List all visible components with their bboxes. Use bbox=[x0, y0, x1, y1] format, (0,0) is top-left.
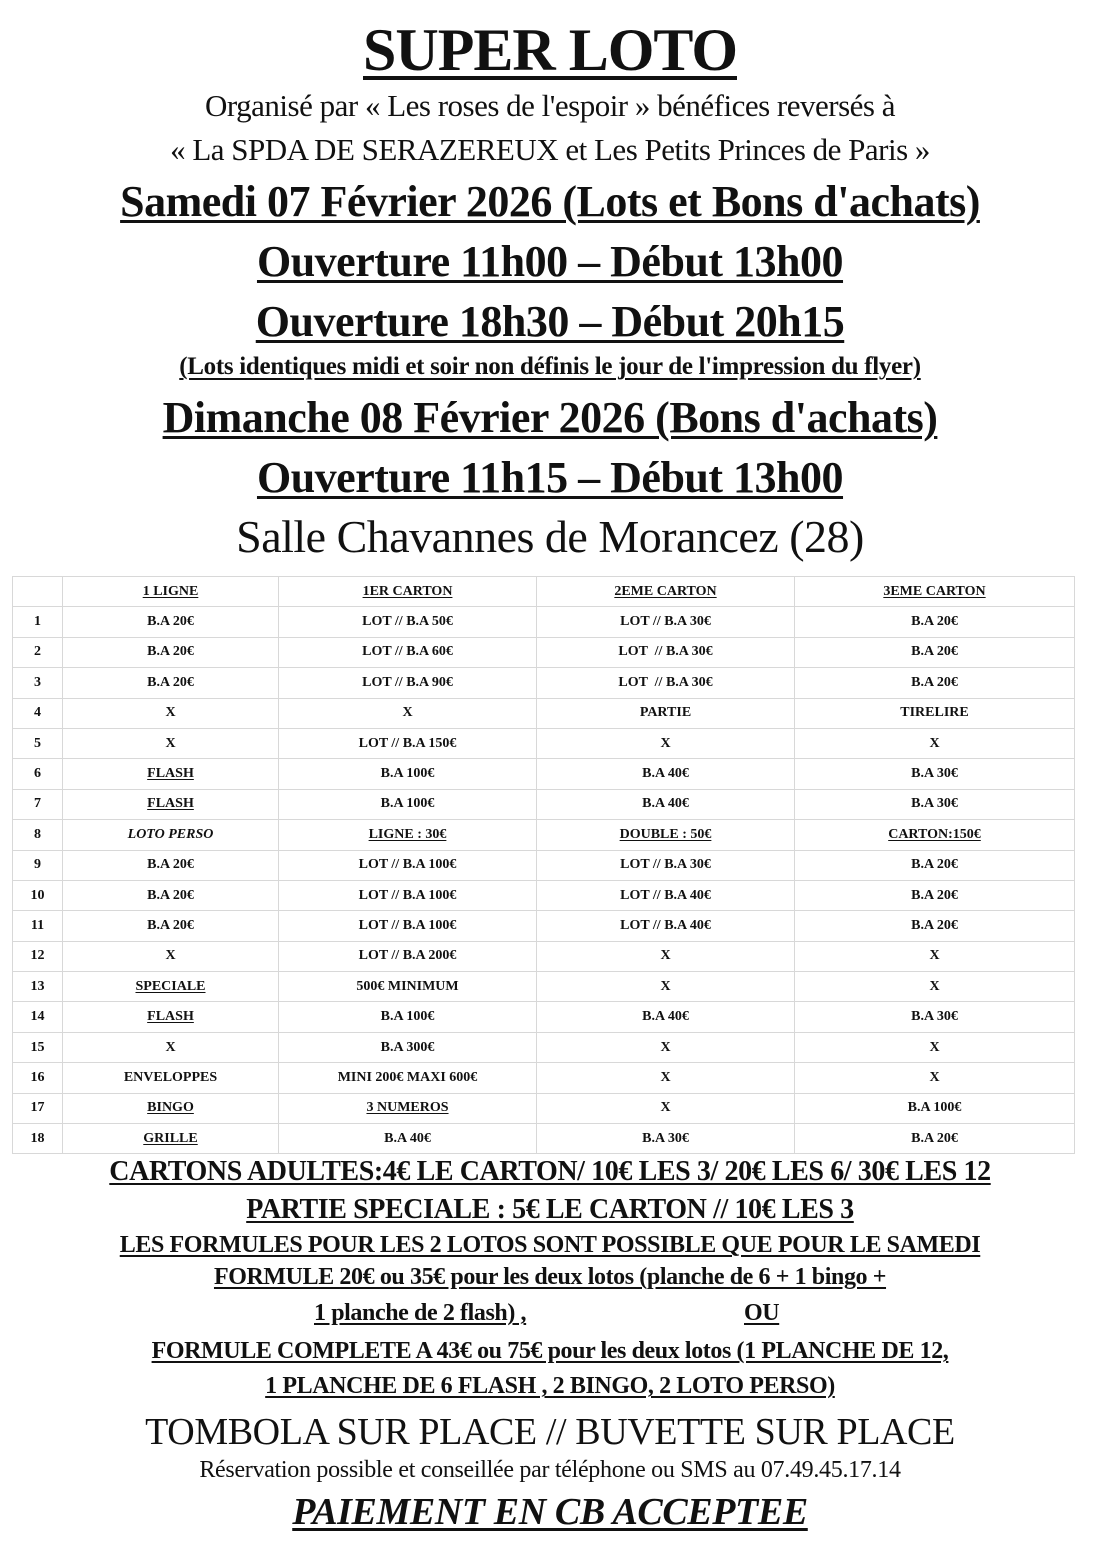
cell: X bbox=[63, 698, 279, 728]
row-number: 3 bbox=[13, 668, 63, 698]
cell: LOT // B.A 30€ bbox=[537, 637, 795, 667]
cell: X bbox=[795, 972, 1075, 1002]
cell: B.A 20€ bbox=[795, 607, 1075, 637]
cell: LOT // B.A 200€ bbox=[279, 941, 537, 971]
payment-info: PAIEMENT EN CB ACCEPTEE bbox=[292, 1491, 808, 1533]
cell: DOUBLE : 50€ bbox=[537, 820, 795, 850]
row-number: 10 bbox=[13, 880, 63, 910]
table-row bbox=[13, 850, 1075, 880]
header-3eme-carton: 3EME CARTON bbox=[795, 577, 1075, 607]
formula-1-line-1: FORMULE 20€ ou 35€ pour les deux lotos (planche de 6 + 1 bingo + bbox=[213, 1264, 887, 1290]
cell: B.A 20€ bbox=[63, 850, 279, 880]
cell: X bbox=[795, 1032, 1075, 1062]
cell: FLASH bbox=[63, 759, 279, 789]
table-row bbox=[13, 1093, 1075, 1123]
cell: TIRELIRE bbox=[795, 698, 1075, 728]
row-number: 17 bbox=[13, 1093, 63, 1123]
cell: LOT // B.A 100€ bbox=[279, 850, 537, 880]
cell: LIGNE : 30€ bbox=[279, 820, 537, 850]
sunday-date: Dimanche 08 Février 2026 (Bons d'achats) bbox=[162, 393, 938, 442]
cell: B.A 40€ bbox=[537, 759, 795, 789]
table-row bbox=[13, 759, 1075, 789]
row-number: 11 bbox=[13, 911, 63, 941]
row-number: 14 bbox=[13, 1002, 63, 1032]
table-row bbox=[13, 637, 1075, 667]
special-game-pricing: PARTIE SPECIALE : 5€ LE CARTON // 10€ LES 3 bbox=[246, 1194, 854, 1225]
cell: B.A 20€ bbox=[795, 1124, 1075, 1154]
cell: B.A 30€ bbox=[795, 789, 1075, 819]
organizer-line-2: « La SPDA DE SERAZEREUX et Les Petits Princes de Paris » bbox=[170, 132, 930, 167]
saturday-date: Samedi 07 Février 2026 (Lots et Bons d'achats) bbox=[120, 177, 980, 226]
header-number bbox=[13, 577, 63, 607]
cell: B.A 40€ bbox=[537, 1002, 795, 1032]
cell: GRILLE bbox=[63, 1124, 279, 1154]
table-row bbox=[13, 607, 1075, 637]
cell: LOT // B.A 50€ bbox=[279, 607, 537, 637]
table-row bbox=[13, 698, 1075, 728]
cell: X bbox=[795, 728, 1075, 758]
cell: FLASH bbox=[63, 789, 279, 819]
cell: FLASH bbox=[63, 1002, 279, 1032]
row-number: 9 bbox=[13, 850, 63, 880]
cell: B.A 30€ bbox=[795, 759, 1075, 789]
saturday-note: (Lots identiques midi et soir non définis le jour de l'impression du flyer) bbox=[179, 353, 921, 380]
row-number: 16 bbox=[13, 1063, 63, 1093]
table-row bbox=[13, 728, 1075, 758]
cell: B.A 20€ bbox=[63, 880, 279, 910]
cell: PARTIE bbox=[537, 698, 795, 728]
row-number: 18 bbox=[13, 1124, 63, 1154]
table-row bbox=[13, 972, 1075, 1002]
cell: LOTO PERSO bbox=[63, 820, 279, 850]
cell: B.A 20€ bbox=[63, 668, 279, 698]
table-row bbox=[13, 1063, 1075, 1093]
sunday-session: Ouverture 11h15 – Début 13h00 bbox=[256, 453, 844, 502]
table-row bbox=[13, 820, 1075, 850]
table-row bbox=[13, 789, 1075, 819]
row-number: 1 bbox=[13, 607, 63, 637]
cell: X bbox=[537, 972, 795, 1002]
cell: X bbox=[537, 1093, 795, 1123]
cell: B.A 300€ bbox=[279, 1032, 537, 1062]
cell: B.A 20€ bbox=[795, 668, 1075, 698]
cell: LOT // B.A 100€ bbox=[279, 911, 537, 941]
cell: LOT // B.A 40€ bbox=[537, 880, 795, 910]
cell: BINGO bbox=[63, 1093, 279, 1123]
row-number: 4 bbox=[13, 698, 63, 728]
row-number: 15 bbox=[13, 1032, 63, 1062]
cell: MINI 200€ MAXI 600€ bbox=[279, 1063, 537, 1093]
cell: B.A 100€ bbox=[279, 759, 537, 789]
venue: Salle Chavannes de Morancez (28) bbox=[236, 511, 864, 562]
reservation-info: Réservation possible et conseillée par téléphone ou SMS au 07.49.45.17.14 bbox=[199, 1457, 901, 1483]
row-number: 7 bbox=[13, 789, 63, 819]
cell: CARTON:150€ bbox=[795, 820, 1075, 850]
cell: B.A 20€ bbox=[63, 637, 279, 667]
cell: LOT // B.A 30€ bbox=[537, 850, 795, 880]
cell: LOT // B.A 40€ bbox=[537, 911, 795, 941]
cell: X bbox=[537, 941, 795, 971]
cell: X bbox=[537, 728, 795, 758]
table-row bbox=[13, 1124, 1075, 1154]
cell: B.A 30€ bbox=[795, 1002, 1075, 1032]
cell: B.A 20€ bbox=[795, 880, 1075, 910]
row-number: 12 bbox=[13, 941, 63, 971]
cell: B.A 40€ bbox=[279, 1124, 537, 1154]
saturday-session-1: Ouverture 11h00 – Début 13h00 bbox=[256, 237, 844, 286]
row-number: 6 bbox=[13, 759, 63, 789]
cell: B.A 20€ bbox=[795, 911, 1075, 941]
cell: B.A 100€ bbox=[279, 1002, 537, 1032]
row-number: 2 bbox=[13, 637, 63, 667]
table-row bbox=[13, 880, 1075, 910]
row-number: 5 bbox=[13, 728, 63, 758]
cell: B.A 40€ bbox=[537, 789, 795, 819]
cell: B.A 20€ bbox=[795, 637, 1075, 667]
saturday-session-2: Ouverture 18h30 – Début 20h15 bbox=[255, 297, 845, 346]
cell: ENVELOPPES bbox=[63, 1063, 279, 1093]
cell: LOT // B.A 60€ bbox=[279, 637, 537, 667]
row-number: 8 bbox=[13, 820, 63, 850]
cell: X bbox=[63, 728, 279, 758]
row-number: 13 bbox=[13, 972, 63, 1002]
or-separator: OU bbox=[744, 1300, 780, 1326]
cell: X bbox=[537, 1063, 795, 1093]
cell: X bbox=[63, 941, 279, 971]
cell: B.A 100€ bbox=[279, 789, 537, 819]
cell: X bbox=[795, 941, 1075, 971]
cell: LOT // B.A 150€ bbox=[279, 728, 537, 758]
cell: B.A 20€ bbox=[63, 911, 279, 941]
header-1er-carton: 1ER CARTON bbox=[279, 577, 537, 607]
cell: LOT // B.A 30€ bbox=[537, 607, 795, 637]
cell: B.A 20€ bbox=[63, 607, 279, 637]
table-row bbox=[13, 911, 1075, 941]
cell: LOT // B.A 100€ bbox=[279, 880, 537, 910]
formulas-note: LES FORMULES POUR LES 2 LOTOS SONT POSSIBLE QUE POUR LE SAMEDI bbox=[119, 1232, 981, 1258]
formula-2-line-2: 1 PLANCHE DE 6 FLASH , 2 BINGO, 2 LOTO PERSO) bbox=[265, 1373, 835, 1399]
cell: B.A 20€ bbox=[795, 850, 1075, 880]
cell: SPECIALE bbox=[63, 972, 279, 1002]
cell: 3 NUMEROS bbox=[279, 1093, 537, 1123]
cell: LOT // B.A 90€ bbox=[279, 668, 537, 698]
table-row bbox=[13, 941, 1075, 971]
tombola-buvette: TOMBOLA SUR PLACE // BUVETTE SUR PLACE bbox=[145, 1411, 955, 1453]
prize-table bbox=[12, 576, 1075, 1154]
cell: X bbox=[537, 1032, 795, 1062]
cell: X bbox=[795, 1063, 1075, 1093]
cell: B.A 30€ bbox=[537, 1124, 795, 1154]
table-row bbox=[13, 668, 1075, 698]
cell: 500€ MINIMUM bbox=[279, 972, 537, 1002]
header-1-ligne: 1 LIGNE bbox=[63, 577, 279, 607]
page-title: SUPER LOTO bbox=[363, 17, 737, 83]
header-2eme-carton: 2EME CARTON bbox=[537, 577, 795, 607]
formula-2-line-1: FORMULE COMPLETE A 43€ ou 75€ pour les deux lotos (1 PLANCHE DE 12, bbox=[151, 1338, 949, 1364]
table-row bbox=[13, 1002, 1075, 1032]
table-row bbox=[13, 1032, 1075, 1062]
cell: LOT // B.A 30€ bbox=[537, 668, 795, 698]
adult-cards-pricing: CARTONS ADULTES:4€ LE CARTON/ 10€ LES 3/ 20€ LES 6/ 30€ LES 12 bbox=[109, 1156, 991, 1187]
cell: X bbox=[279, 698, 537, 728]
cell: X bbox=[63, 1032, 279, 1062]
organizer-line-1: Organisé par « Les roses de l'espoir » bénéfices reversés à bbox=[205, 88, 895, 123]
table-header-row bbox=[13, 577, 1075, 607]
cell: B.A 100€ bbox=[795, 1093, 1075, 1123]
